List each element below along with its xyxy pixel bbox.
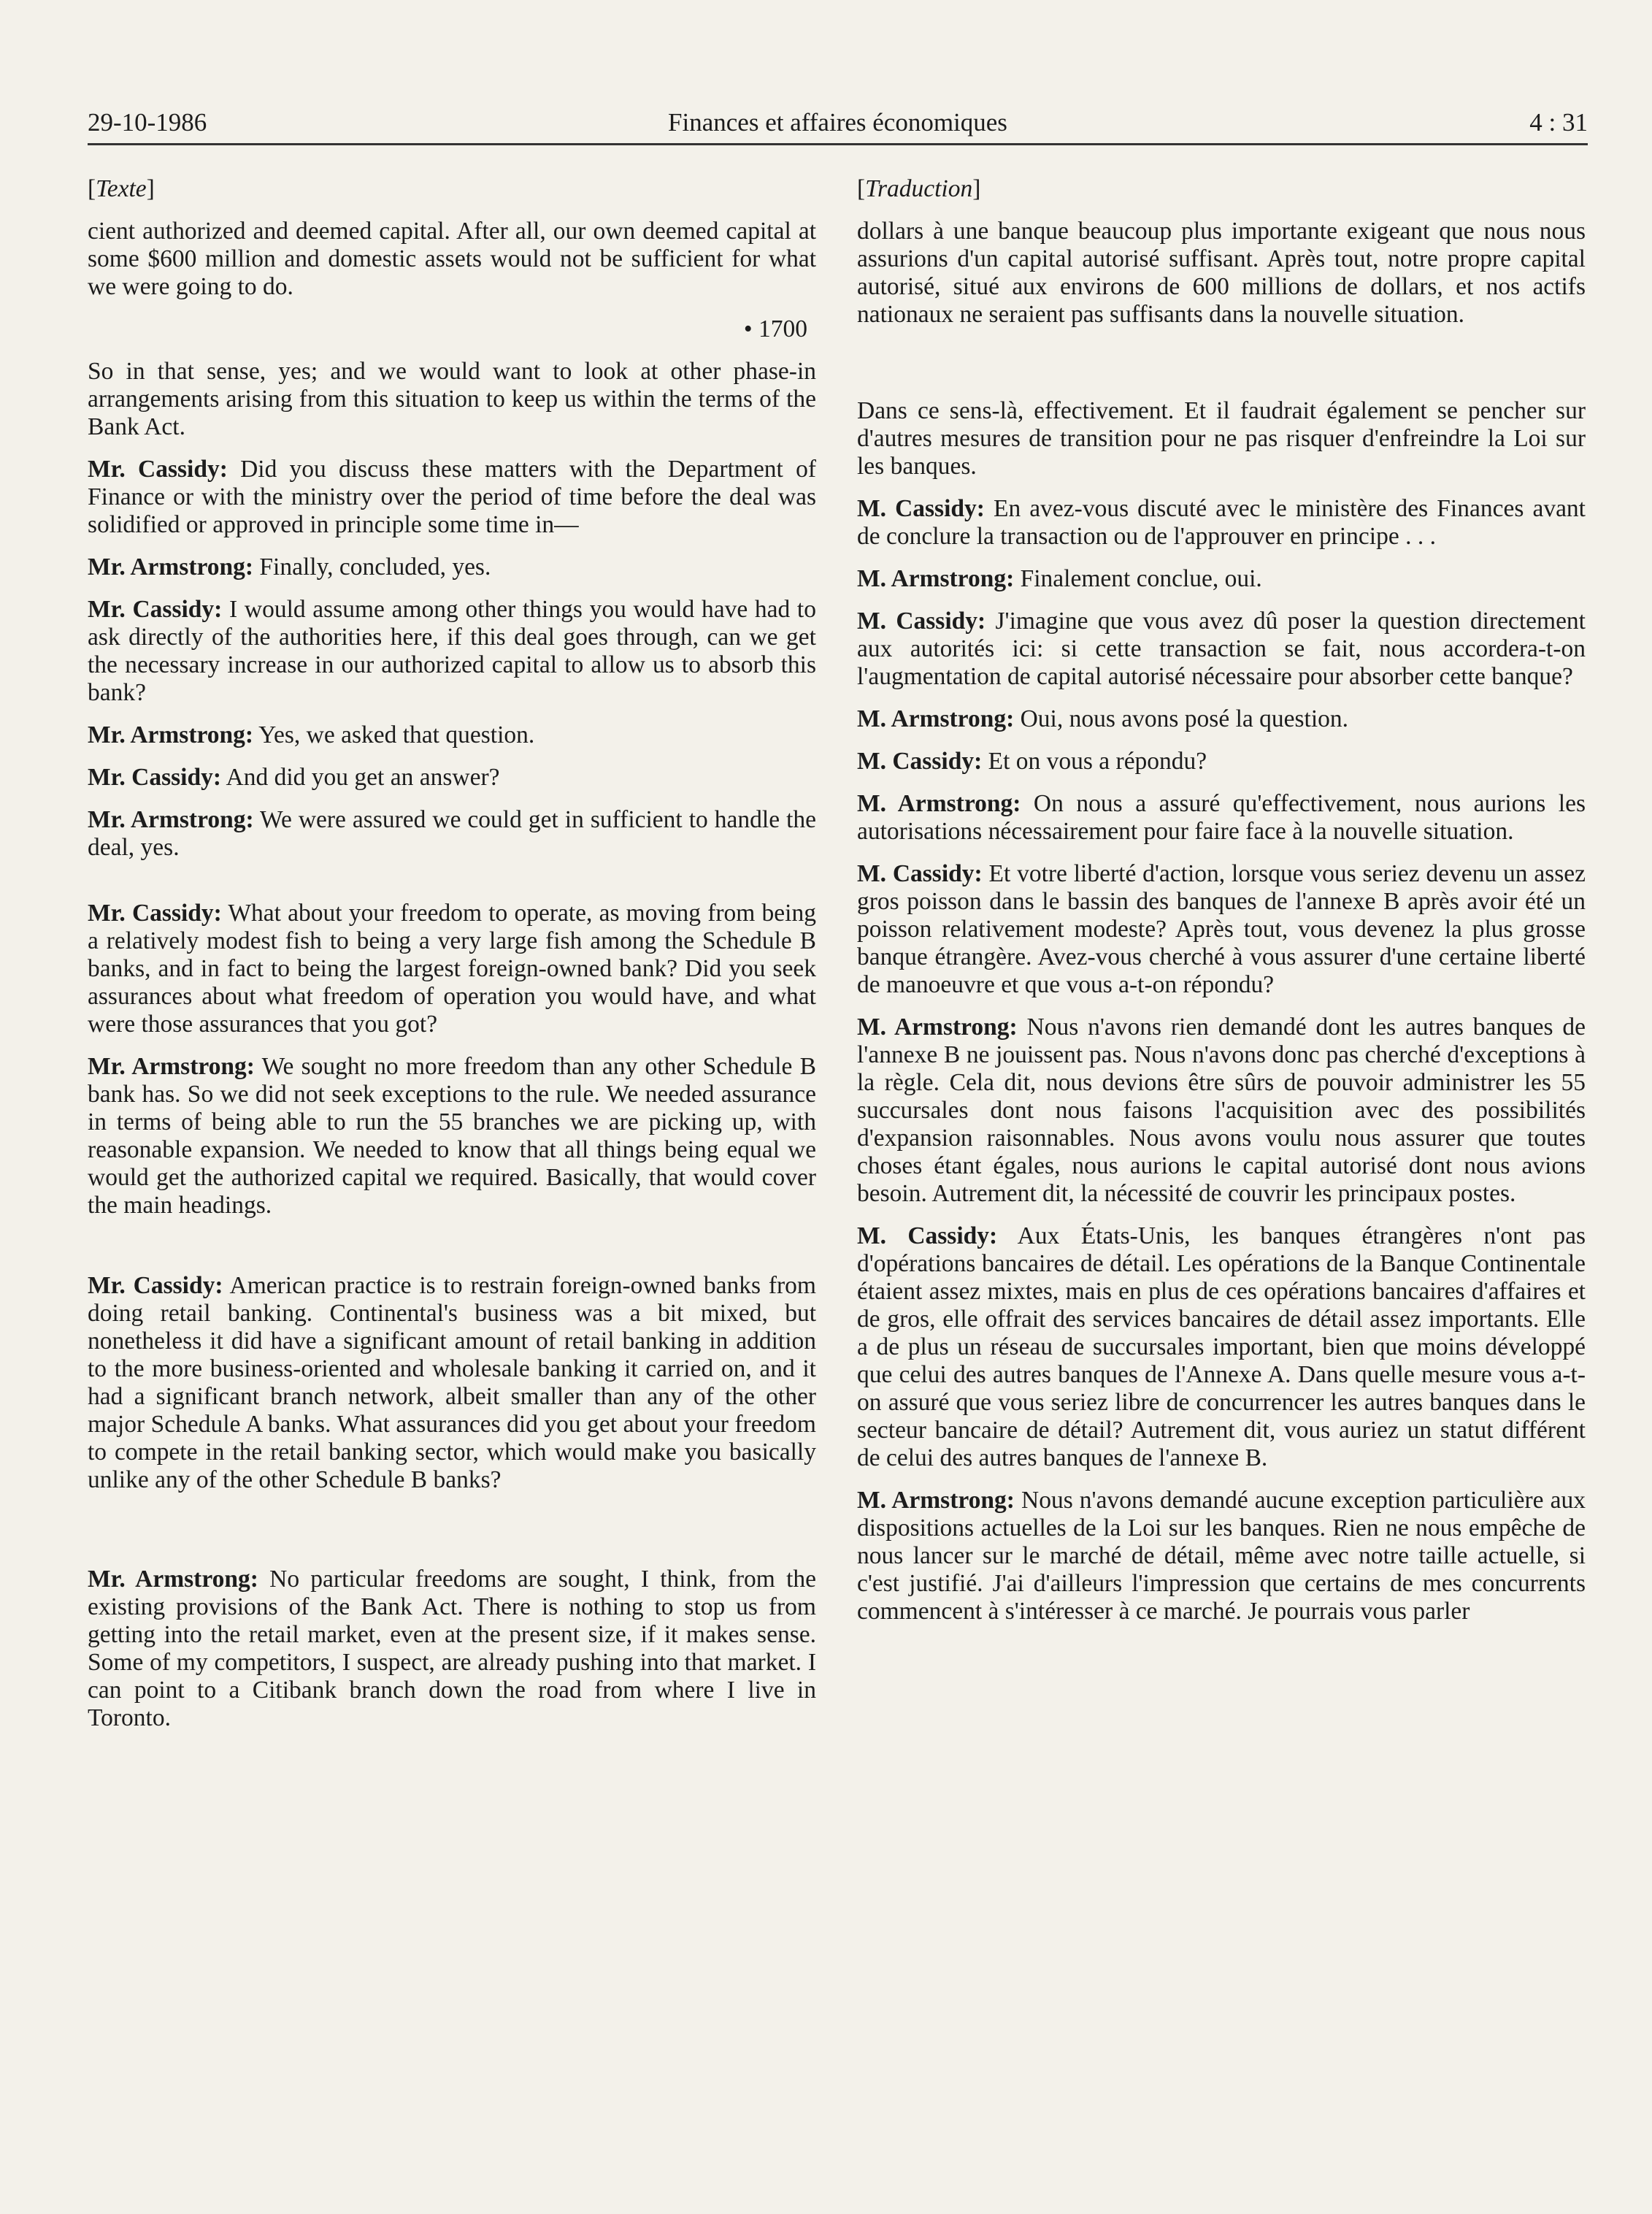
speaker-name: Mr. Cassidy:	[88, 596, 223, 623]
speech-paragraph	[88, 596, 816, 707]
running-header	[88, 102, 1588, 143]
section-tag: [Traduction]	[857, 175, 981, 202]
paragraph: So in that sense, yes; and we would want to look at other phase-in arrangements arising from this situation to keep us within the terms of the Bank Act.	[88, 358, 816, 440]
speech-text: I would assume among other things you would have had to ask directly of the authorities here, if this deal goes through, can we get the necessary increase in our authorized capital to allow us to absorb this bank?	[88, 596, 816, 706]
speaker-name: M. Cassidy:	[857, 860, 983, 887]
speaker-name: M. Cassidy:	[857, 748, 983, 775]
speech-paragraph	[857, 748, 1586, 775]
section-tag: [Texte]	[88, 175, 155, 202]
speaker-name: M. Armstrong:	[857, 705, 1015, 732]
speech-text: Yes, we asked that question.	[253, 721, 535, 748]
speaker-name: M. Armstrong:	[857, 790, 1021, 817]
speech-text: Et on vous a répondu?	[982, 748, 1207, 775]
time-marker: • 1700	[743, 315, 807, 342]
speech-text: What about your freedom to operate, as moving from being a relatively modest fish to being a very large fish among the Schedule B banks, and in fact to being the largest foreign-owned bank? Did you seek assurances about what freedom of operation you would have, and what were those assurances that you got?	[88, 900, 816, 1038]
speaker-name: M. Cassidy:	[857, 1222, 998, 1249]
spacer	[88, 1234, 816, 1272]
speech-paragraph	[88, 554, 816, 581]
speech-text: J'imagine que vous avez dû poser la question directement aux autorités ici: si cette transaction se fait, nous accordera-t-on l'augmentation de capital autorisé nécessaire pour absorber cette banque?	[857, 608, 1586, 690]
speech-paragraph	[857, 1014, 1586, 1208]
speech-text: No particular freedoms are sought, I think, from the existing provisions of the Bank Act. There is nothing to stop us from getting into the retail market, even at the present size, if it makes sense. Some of my competitors, I suspect, are already pushing into that market. I can point to a Citibank branch down the road from where I live in Toronto.	[88, 1566, 816, 1731]
speaker-name: Mr. Armstrong:	[88, 554, 254, 581]
speech-paragraph	[857, 495, 1586, 551]
speaker-name: Mr. Cassidy:	[88, 764, 222, 791]
speech-text: And did you get an answer?	[221, 764, 500, 791]
speech-paragraph	[88, 900, 816, 1038]
speech-text: Nous n'avons rien demandé dont les autres banques de l'annexe B ne jouissent pas. Nous n'avons donc pas cherché d'exceptions à la règle. Cela dit, nous devions être sûrs de pouvoir administrer les 55 succursales dont nous faisons l'acquisition avec des possibilités d'expansion raisonnables. Nous avons voulu nous assurer que toutes choses étant égales, nous aurions le capital autorisé dont nous avions besoin. Autrement dit, la nécessité de couvrir les principaux postes.	[857, 1014, 1586, 1207]
speech-text: Aux États-Unis, les banques étrangères n'ont pas d'opérations bancaires de détail. Les opérations de la Banque Continentale étaient assez mixtes, mais en plus de ces opérations bancaires d'affaires et de gros, elle offrait des services bancaires de détail assez importants. Elle a de plus un réseau de succursales important, bien que moins développé que celui des autres banques de l'Annexe A. Dans quelle mesure vous a-t-on assuré que vous seriez libre de concurrencer les autres banques dans le secteur bancaire de détail? Autrement dit, vous auriez un statut différent de celui des autres banques de l'annexe B.	[857, 1222, 1586, 1471]
speech-paragraph	[88, 764, 816, 792]
english-column	[88, 175, 816, 2161]
speech-paragraph	[88, 456, 816, 539]
speech-paragraph	[88, 1272, 816, 1494]
speech-paragraph	[88, 1566, 816, 1732]
speech-text: Finally, concluded, yes.	[253, 554, 491, 581]
paragraph: Dans ce sens-là, effectivement. Et il faudrait également se pencher sur d'autres mesures de transition pour ne pas risquer d'enfreindre la Loi sur les banques.	[857, 397, 1586, 480]
speech-text: En avez-vous discuté avec le ministère des Finances avant de conclure la transaction ou de l'approuver en principe . . .	[857, 495, 1586, 550]
speech-text: Did you discuss these matters with the Department of Finance or with the ministry over the period of time before the deal was solidified or approved in principle some time in—	[88, 456, 816, 538]
french-column	[857, 175, 1586, 2161]
speaker-name: M. Armstrong:	[857, 1487, 1015, 1514]
spacer	[88, 876, 816, 900]
speaker-name: Mr. Armstrong:	[88, 1053, 255, 1080]
speech-text: On nous a assuré qu'effectivement, nous aurions les autorisations nécessairement pour faire face à la nouvelle situation.	[857, 790, 1586, 845]
speech-paragraph	[857, 608, 1586, 691]
speaker-name: M. Cassidy:	[857, 495, 985, 522]
speaker-name: Mr. Cassidy:	[88, 1272, 223, 1299]
speech-paragraph	[88, 1053, 816, 1219]
paragraph: dollars à une banque beaucoup plus importante exigeant que nous nous assurions d'un capital autorisé suffisant. Après tout, notre propre capital autorisé, situé aux environs de 600 millions de dollars, et nos actifs nationaux ne seraient pas suffisants dans la nouvelle situation.	[857, 218, 1586, 328]
speech-paragraph	[857, 790, 1586, 846]
speech-text: We were assured we could get in sufficient to handle the deal, yes.	[88, 806, 816, 861]
speech-text: Oui, nous avons posé la question.	[1014, 705, 1349, 732]
speaker-name: Mr. Armstrong:	[88, 721, 254, 748]
speech-text: Finalement conclue, oui.	[1014, 565, 1262, 592]
speaker-name: Mr. Cassidy:	[88, 900, 222, 927]
header-title: Finances et affaires économiques	[668, 108, 1007, 137]
header-page-number: 4 : 31	[1529, 108, 1588, 137]
speech-paragraph	[857, 1222, 1586, 1472]
spacer	[88, 1509, 816, 1566]
speech-paragraph	[857, 1487, 1586, 1625]
speaker-name: Mr. Armstrong:	[88, 806, 254, 833]
spacer	[857, 343, 1586, 397]
paragraph: cient authorized and deemed capital. After all, our own deemed capital at some $600 million and domestic assets would not be sufficient for what we were going to do.	[88, 218, 816, 300]
speech-text: Nous n'avons demandé aucune exception particulière aux dispositions actuelles de la Loi sur les banques. Rien ne nous empêche de nous lancer sur le marché de détail, même avec notre taille actuelle, si c'est justifié. J'ai d'ailleurs l'impression que certains de mes concurrents commencent à s'intéresser à ce marché. Je pourrais vous parler	[857, 1487, 1586, 1625]
speech-text: Et votre liberté d'action, lorsque vous seriez devenu un assez gros poisson dans le bassin des banques de l'annexe B après avoir été un poisson relativement modeste? Après tout, vous devenez la plus grosse banque étrangère. Avez-vous cherché à vous assurer d'une certaine liberté de manoeuvre et que vous a-t-on répondu?	[857, 860, 1586, 998]
speech-paragraph	[857, 705, 1586, 733]
speech-paragraph	[88, 806, 816, 862]
speech-text: We sought no more freedom than any other Schedule B bank has. So we did not seek exceptions to the rule. We needed assurance in terms of being able to run the 55 branches we are picking up, with reasonable expansion. We needed to know that all things being equal we would get the authorized capital we required. Basically, that would cover the main headings.	[88, 1053, 816, 1219]
header-rule	[88, 143, 1588, 145]
speech-paragraph	[857, 860, 1586, 999]
speaker-name: M. Cassidy:	[857, 608, 986, 635]
header-date: 29-10-1986	[88, 108, 207, 137]
speech-paragraph	[88, 721, 816, 749]
speaker-name: Mr. Armstrong:	[88, 1566, 258, 1593]
speech-paragraph	[857, 565, 1586, 593]
speaker-name: M. Armstrong:	[857, 1014, 1018, 1041]
speaker-name: M. Armstrong:	[857, 565, 1015, 592]
speech-text: American practice is to restrain foreign-owned banks from doing retail banking. Continental's business was a bit mixed, but nonetheless it did have a significant amount of retail banking in addition to the more business-oriented and wholesale banking it carried on, and it had a significant branch network, albeit smaller than any of the other major Schedule A banks. What assurances did you get about your freedom to compete in the retail banking sector, which would make you basically unlike any of the other Schedule B banks?	[88, 1272, 816, 1493]
speaker-name: Mr. Cassidy:	[88, 456, 228, 483]
